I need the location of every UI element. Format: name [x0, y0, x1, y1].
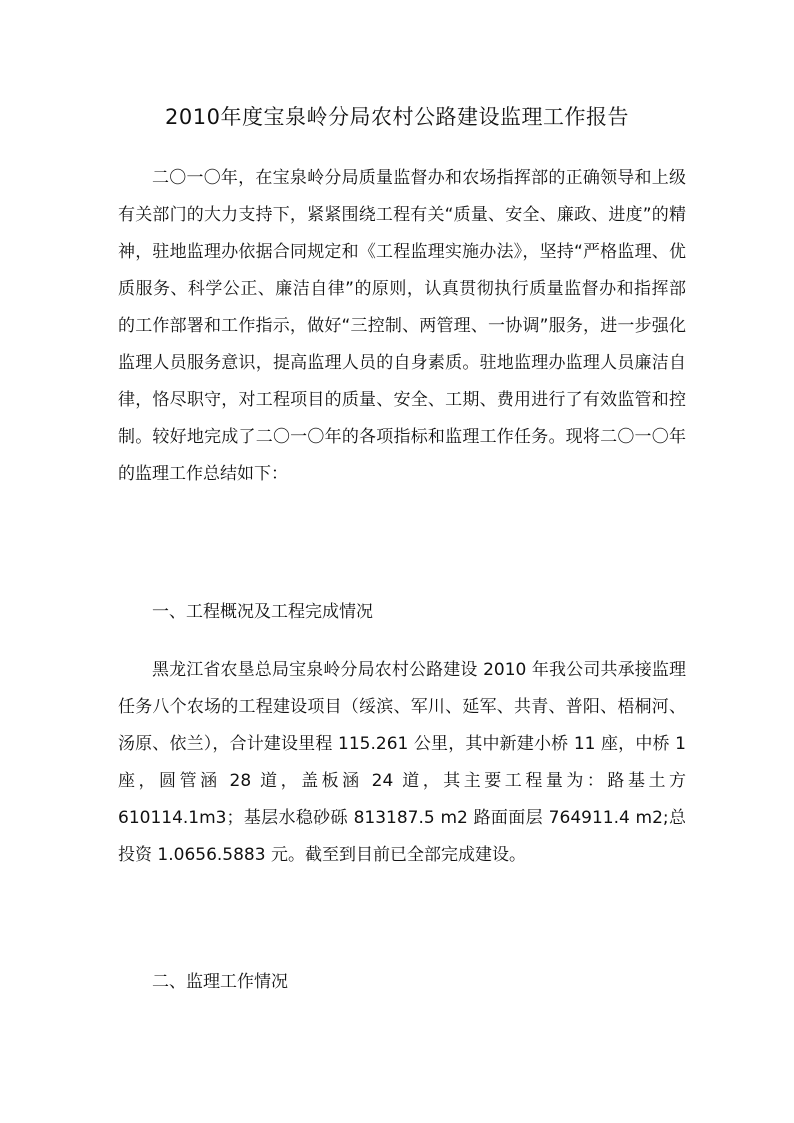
document-title: 2010年度宝泉岭分局农村公路建设监理工作报告	[165, 105, 629, 129]
project-overview-paragraph-text: 黑龙江省农垦总局宝泉岭分局农村公路建设 2010 年我公司共承接监理任务八个农场的工程建设项目（绥滨、军川、延军、共青、普阳、梧桐河、汤原、依兰），合计建设里程 115.261 公里，其中新建小桥 11 座，中桥 1 座，圆管涵 28 道，盖板涵 24 道，其主要工程量为：路基土方 610114.1m3；基层水稳砂砾 813187.5 m2 路面面层 764911.4 m2;总投资 1.0656.5883 元。截至到目前已全部完成建设。	[118, 660, 686, 865]
section-heading-supervision-work: 二、监理工作情况	[152, 972, 288, 992]
intro-paragraph	[118, 160, 686, 493]
section-heading-project-overview: 一、工程概况及工程完成情况	[152, 602, 373, 622]
project-overview-paragraph	[118, 652, 686, 874]
intro-paragraph-text: 二〇一〇年，在宝泉岭分局质量监督办和农场指挥部的正确领导和上级有关部门的大力支持下，紧紧围绕工程有关“质量、安全、廉政、进度”的精神，驻地监理办依据合同规定和《工程监理实施办法》，坚持“严格监理、优质服务、科学公正、廉洁自律”的原则，认真贯彻执行质量监督办和指挥部的工作部署和工作指示，做好“三控制、两管理、一协调”服务，进一步强化监理人员服务意识，提高监理人员的自身素质。驻地监理办监理人员廉洁自律，恪尽职守，对工程项目的质量、安全、工期、费用进行了有效监管和控制。较好地完成了二〇一〇年的各项指标和监理工作任务。现将二〇一〇年的监理工作总结如下：	[118, 168, 686, 484]
